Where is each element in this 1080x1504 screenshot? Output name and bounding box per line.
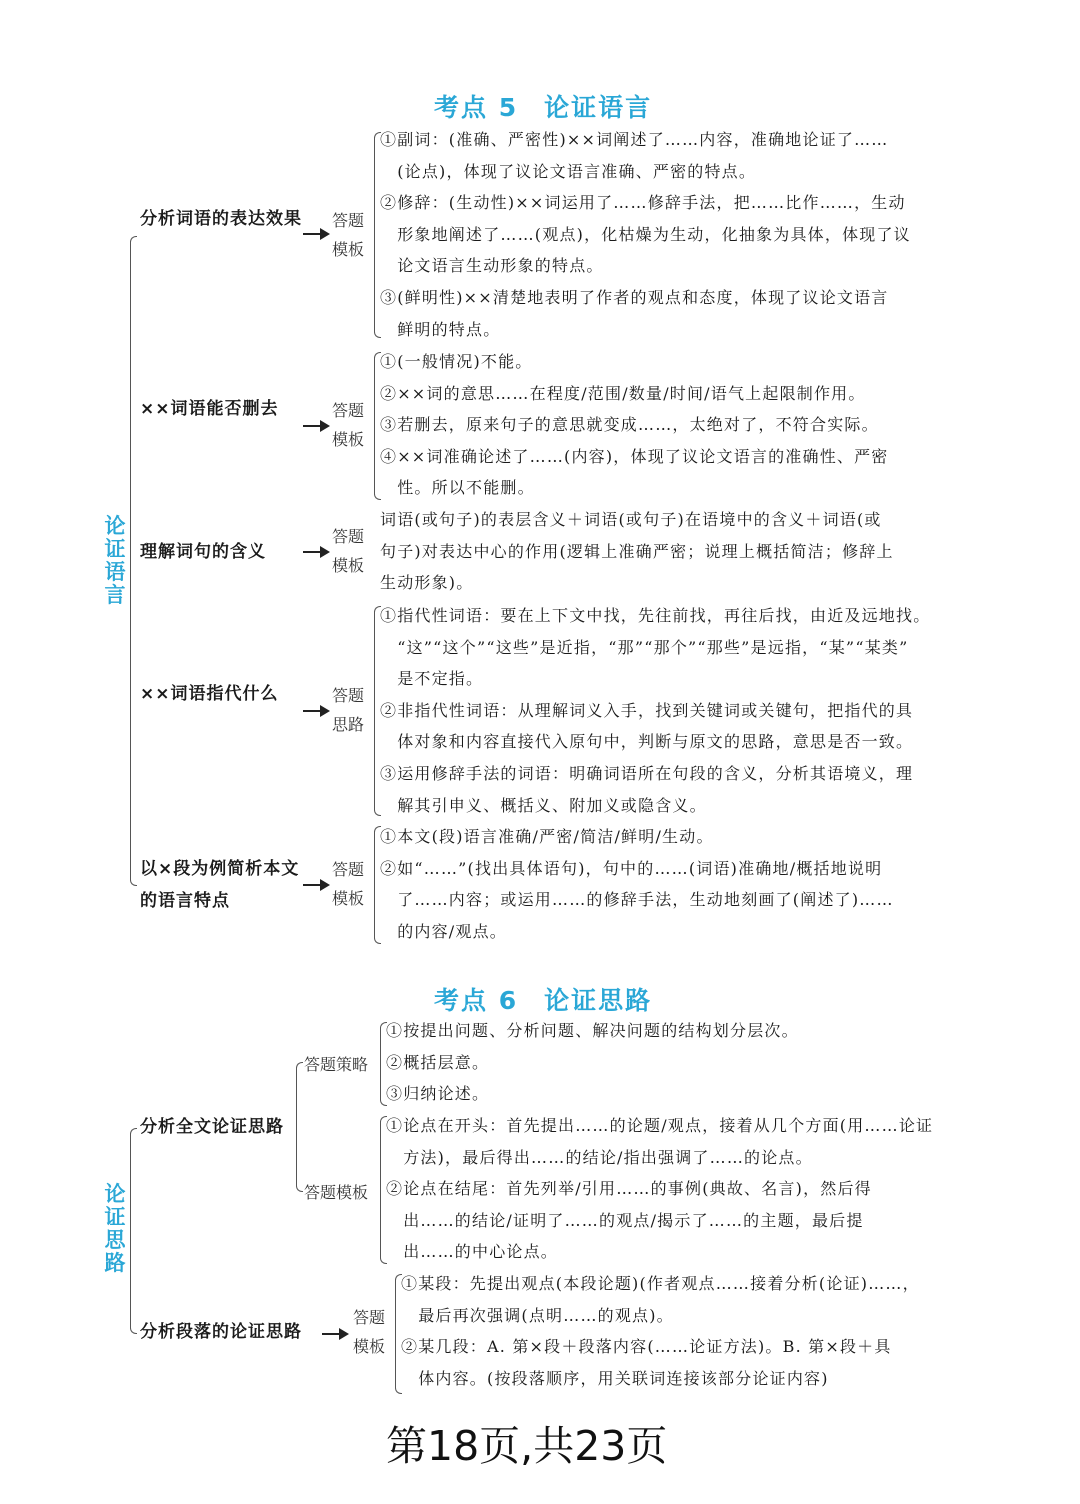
page-number: 第18页,共23页 [386, 1422, 668, 1470]
answer-label: 答题 模板 [332, 860, 365, 908]
answer-label: 答题 模板 [332, 527, 365, 575]
item2-text: ①(一般情况)不能。 ②××词的意思……在程度/范围/数量/时间/语气上起限制作用。 ③若删去，原来句子的意思就变成……，太绝对了，不符合实际。 ④××词准确论述了……(内容)，体现了议论文语言的准确性、严密 性。所以不能删。 [380, 352, 889, 498]
template-label: 答题模板 [304, 1183, 369, 1202]
section5-side-label: 论证语言 [104, 514, 126, 607]
topic-meaning: 理解词句的含义 [140, 542, 266, 562]
item5-text: ①本文(段)语言准确/严密/简洁/鲜明/生动。 ②如“……”(找出具体语句)，句中的……(词语)准确地/概括地说明 了……内容；或运用……的修辞手法，生动地刻画了(阐述了)…… 的内容/观点。 [380, 827, 894, 941]
answer-label: 答题 模板 [332, 401, 365, 449]
arrow-icon [303, 884, 323, 886]
section6-number: 考点 6 [434, 986, 519, 1015]
arrow-icon [303, 233, 323, 235]
topic-reference: ××词语指代什么 [140, 684, 279, 704]
topic-can-delete: ××词语能否删去 [140, 399, 279, 419]
section5-title: 论证语言 [544, 93, 653, 122]
topic2-text: ①某段：先提出观点(本段论题)(作者观点……接着分析(论证)……， 最后再次强调(点明……的观点)。 ②某几段：A. 第×段＋段落内容(……论证方法)。B. 第×段＋具 体内容。(按段落顺序，用关联词连接该部分论证内容) [401, 1274, 920, 1388]
topic-language-features: 以×段为例简析本文的语言特点 [140, 859, 300, 911]
topic-paragraph-reasoning: 分析段落的论证思路 [140, 1322, 302, 1342]
section6-heading [434, 981, 652, 1017]
section5-number: 考点 5 [434, 93, 519, 122]
strategy-label: 答题策略 [304, 1055, 369, 1074]
topic-full-text-reasoning: 分析全文论证思路 [140, 1117, 284, 1137]
section6-main-brace [130, 1128, 137, 1334]
topic-expression-effect: 分析词语的表达效果 [140, 209, 302, 229]
answer-label: 答题 思路 [332, 686, 365, 734]
strategy-text: ①按提出问题、分析问题、解决问题的结构划分层次。 ②概括层意。 ③归纳论述。 [386, 1021, 799, 1104]
section5-main-brace [130, 236, 137, 886]
answer-label: 答题 模板 [353, 1308, 386, 1356]
arrow-icon [303, 425, 323, 427]
arrow-icon [322, 1333, 342, 1335]
section6-side-label: 论证思路 [104, 1182, 126, 1275]
item3-text: 词语(或句子)的表层含义＋词语(或句子)在语境中的含义＋词语(或 句子)对表达中心的作用(逻辑上准确严密；说理上概括简洁；修辞上 生动形象)。 [380, 510, 894, 593]
arrow-icon [303, 710, 323, 712]
item4-text: ①指代性词语：要在上下文中找，先往前找，再往后找，由近及远地找。 “这”“这个”“这些”是近指，“那”“那个”“那些”是远指，“某”“某类” 是不定指。 ②非指代性词语：从理解词义入手，找到关键词或关键句，把指代的具 体对象和内容直接代入原句中，判断与原文的思路，意思是否一致。 ③运用修辞手法的词语：明确词语所在句段的含义，分析其语境义，理 解其引申义、概括义、附加义或隐含义。 [380, 606, 931, 815]
section6-title: 论证思路 [544, 986, 653, 1015]
section5-heading [434, 88, 652, 124]
answer-label: 答题 模板 [332, 211, 365, 259]
template-text: ①论点在开头：首先提出……的论题/观点，接着从几个方面(用……论证 方法)，最后得出……的结论/指出强调了……的论点。 ②论点在结尾：首先列举/引用……的事例(典故、名言)，然后得 出……的结论/证明了……的观点/揭示了……的主题，最后提 出……的中心论点。 [386, 1116, 934, 1262]
arrow-icon [303, 551, 323, 553]
item1-text: ①副词：(准确、严密性)××词阐述了……内容，准确地论证了…… (论点)，体现了议论文语言准确、严密的特点。 ②修辞：(生动性)××词运用了……修辞手法，把……比作……，生动 形象地阐述了……(观点)，化枯燥为生动，化抽象为具体，体现了议 论文语言生动形象的特点。 ③(鲜明性)××清楚地表明了作者的观点和态度，体现了议论文语言 鲜明的特点。 [380, 130, 911, 339]
topic1-brace [296, 1062, 303, 1192]
